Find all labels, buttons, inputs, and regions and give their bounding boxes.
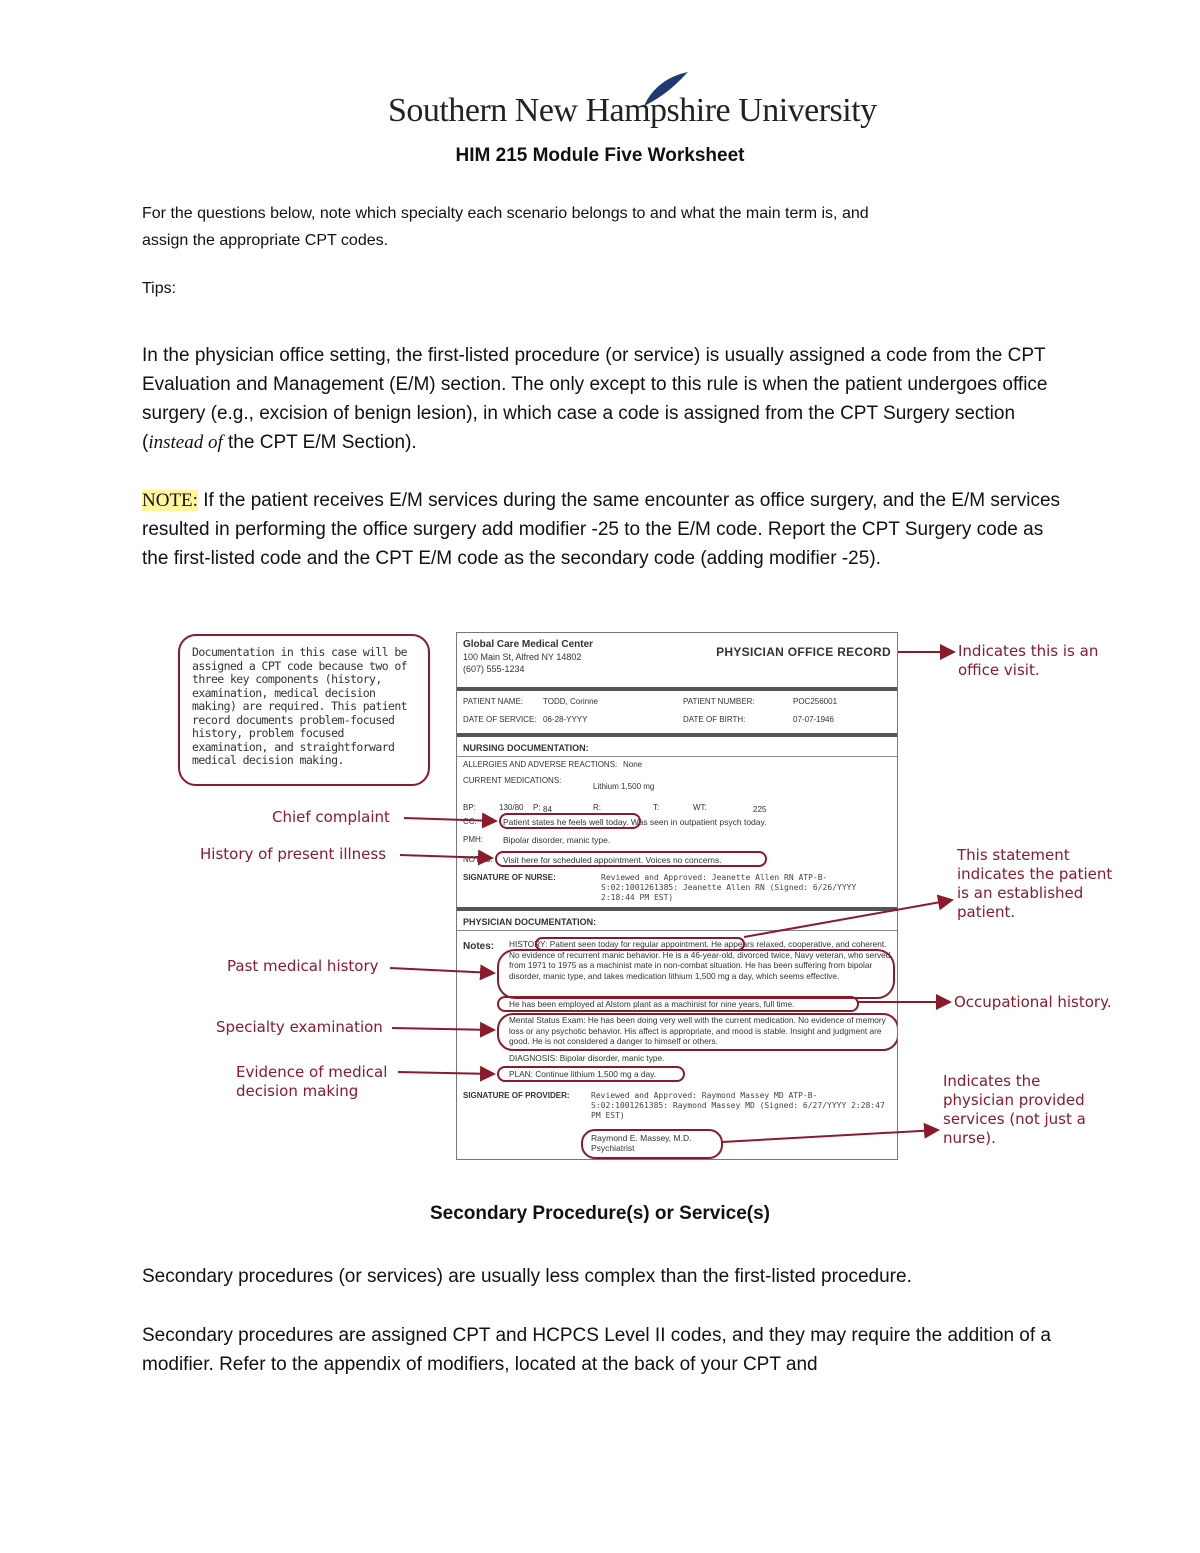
university-logo: Southern New Hampshire University (388, 92, 877, 129)
paragraph-note: NOTE: If the patient receives E/M services during the same encounter as office surgery, and the E/M services resulted in performing the office surgery add modifier -25 to the E/M code. Report the CPT Surgery code as the first-listed code and the CPT E/M code as the secondary code (adding modifier -25). (142, 490, 1061, 569)
documentation-callout: Documentation in this case will be assigned a CPT code because two of three key components (history, examination, medical decision making) are required. This patient record documents problem-focused history, problem focused examination, and straightforward medical decision making. (178, 634, 430, 786)
vitals-row: BP: 130/80 P: 84 R: T: WT: 225 (463, 803, 767, 814)
record-title: PHYSICIAN OFFICE RECORD (716, 645, 891, 659)
label-established: This statement indicates the patient is an established patient. (957, 846, 1113, 921)
occupation-oval (497, 996, 859, 1012)
label-office-visit: Indicates this is an office visit. (958, 642, 1099, 679)
label-hpi: History of present illness (200, 845, 387, 863)
medications-row: CURRENT MEDICATIONS: Lithium 1,500 mg (463, 776, 655, 791)
pmh-row: PMH: Bipolar disorder, manic type. (463, 835, 611, 845)
intro-text: For the questions below, note which specialty each scenario belongs to and what the main term is, and assign the appropriate CPT codes. (142, 205, 869, 249)
provider-name: Raymond E. Massey, M.D. Psychiatrist (591, 1133, 692, 1153)
label-physician-provided: Indicates the physician provided services (not just a nurse). (943, 1072, 1086, 1147)
secondary-procedures-heading: Secondary Procedure(s) or Service(s) (429, 1203, 771, 1224)
hpi-oval (495, 851, 767, 867)
provider-signature-row: SIGNATURE OF PROVIDER: Reviewed and Approved: Raymond Massey MD ATP-B-S:02:1001261385: Raymond Massey MD (Signed: 6/27/YYYY 2:28:47 PM EST) (463, 1091, 885, 1120)
cc-row: CC: Patient states he feels well today. Was seen in outpatient psych today. (463, 817, 767, 827)
label-pmh: Past medical history (227, 957, 379, 975)
nurse-notes-row: NOTES: Visit here for scheduled appointment. Voices no concerns. (463, 855, 722, 865)
secondary-para-1: Secondary procedures (or services) are usually less complex than the first-listed procedure. (142, 1266, 912, 1287)
tips-heading: Tips: (142, 280, 177, 297)
label-occupational: Occupational history. (954, 993, 1112, 1011)
physician-office-record (456, 632, 898, 1160)
nurse-signature-row: SIGNATURE OF NURSE: Reviewed and Approved: Jeanette Allen RN ATP-B-S:02:1001261385: Jeanette Allen RN (Signed: 6/26/YYYY 2:18:44 PM EST) (463, 873, 857, 902)
cc-oval (499, 813, 641, 829)
date-row: DATE OF SERVICE: 06-28-YYYY DATE OF BIRTH: 07-07-1946 (463, 715, 834, 724)
exam-oval (497, 1013, 898, 1051)
secondary-para-2: Secondary procedures are assigned CPT and HCPCS Level II codes, and they may require the addition of a modifier. Refer to the appendix of modifiers, located at the back of your CPT and (142, 1325, 1052, 1375)
label-mdm: Evidence of medical decision making (236, 1063, 388, 1100)
paragraph-first-listed: In the physician office setting, the first-listed procedure (or service) is usually assigned a code from the CPT Evaluation and Management (E/M) section. The only except to this rule is when the patient undergoes office surgery (e.g., excision of benign lesion), in which case a code is assigned from the CPT Surgery section (instead of the CPT E/M Section). (142, 345, 1048, 453)
record-org: Global Care Medical Center 100 Main St, Alfred NY 14802 (607) 555-1234 (463, 639, 594, 674)
history-text: HISTORY: Patient seen today for regular appointment. He appears relaxed, cooperative, and coherent. No evidence of recurrent manic behavior. He is a 46-year-old, divorced twice, Navy veteran, who served from 1971 to 1975 as a machinist mate in non-combat situation. He has been suffering from bipolar disorder, manic type, and takes medication lithium 1,500 mg a day, which seems effective. (509, 939, 891, 981)
occupation-text: He has been employed at Alstom plant as a machinist for nine years, full time. (509, 999, 795, 1009)
label-chief-complaint: Chief complaint (272, 808, 390, 826)
quill-icon (640, 70, 690, 110)
diagnosis-text: DIAGNOSIS: Bipolar disorder, manic type. (509, 1053, 665, 1063)
provider-oval (581, 1129, 723, 1159)
pmh-oval (497, 949, 895, 999)
page-title: HIM 215 Module Five Worksheet (455, 145, 745, 166)
note-highlight: NOTE: (142, 490, 198, 511)
plan-text: PLAN: Continue lithium 1,500 mg a day. (509, 1069, 656, 1079)
mental-status-text: Mental Status Exam: He has been doing very well with the current medication. No evidence of memory loss or any psychotic behavior. His affect is appropriate, and mood is stable. Insight and judgment are good. He is not considered a danger to himself or others. (509, 1015, 886, 1046)
allergies-row: ALLERGIES AND ADVERSE REACTIONS: None (463, 760, 643, 769)
notes-label: Notes: (463, 941, 495, 952)
plan-oval (497, 1066, 685, 1082)
label-specialty-exam: Specialty examination (216, 1018, 383, 1036)
physician-section-heading: PHYSICIAN DOCUMENTATION: (463, 917, 597, 927)
nursing-section-heading: NURSING DOCUMENTATION: (463, 743, 589, 753)
patient-name-row: PATIENT NAME: TODD, Corinne PATIENT NUMBER: POC256001 (463, 697, 838, 706)
